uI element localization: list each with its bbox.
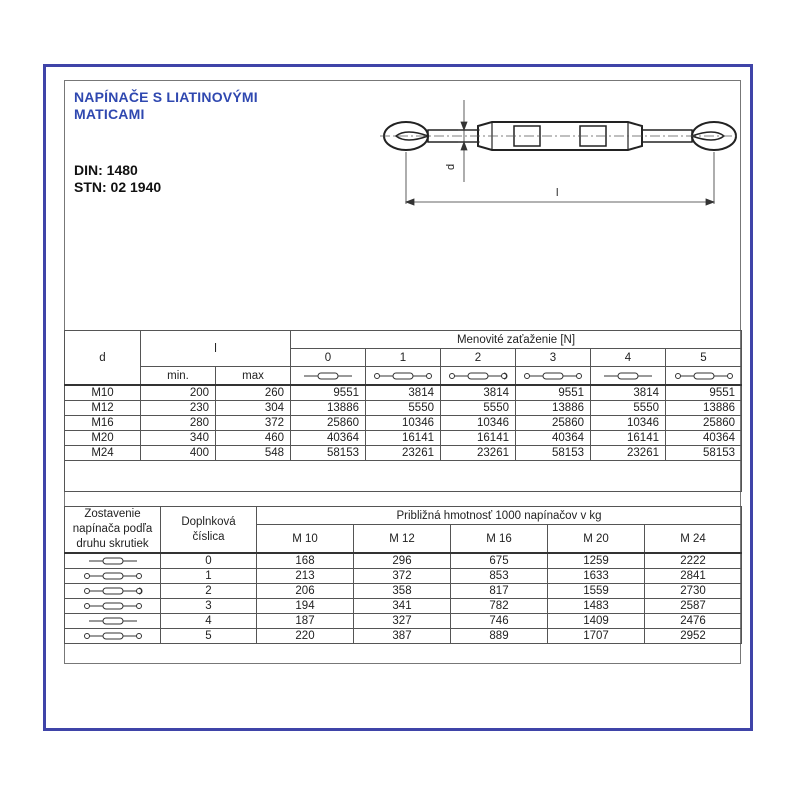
- header-symbol-1: [366, 367, 441, 386]
- cell-mass: 746: [451, 614, 548, 629]
- cell-mass: 187: [257, 614, 354, 629]
- cell-load: 5550: [441, 401, 516, 416]
- cell-min: 340: [141, 431, 216, 446]
- turnbuckle-type-icon: [83, 631, 143, 641]
- header-d: d: [65, 331, 141, 386]
- cell-load: 23261: [441, 446, 516, 461]
- cell-max: 548: [216, 446, 291, 461]
- cell-mass: 206: [257, 584, 354, 599]
- document-title: [74, 89, 258, 123]
- cell-load: 13886: [516, 401, 591, 416]
- cell-load: 9551: [291, 385, 366, 401]
- cell-max: 460: [216, 431, 291, 446]
- nominal-load-table: [64, 330, 742, 492]
- cell-mass: 2222: [645, 553, 742, 569]
- cell-load: 23261: [591, 446, 666, 461]
- cell-suffix: 5: [161, 629, 257, 644]
- cell-mass: 213: [257, 569, 354, 584]
- table-row: [65, 584, 742, 599]
- cell-load: 16141: [366, 431, 441, 446]
- cell-mass: 2841: [645, 569, 742, 584]
- cell-mass: 2476: [645, 614, 742, 629]
- cell-assembly-symbol: [65, 629, 161, 644]
- header-symbol-5: [666, 367, 742, 386]
- table-row: [65, 553, 742, 569]
- turnbuckle-type-icon: [523, 371, 583, 381]
- cell-mass: 889: [451, 629, 548, 644]
- header-suffix: [161, 507, 257, 554]
- cell-mass: 387: [354, 629, 451, 644]
- header-suffix-line: Doplnková: [181, 515, 236, 528]
- header-max: max: [216, 367, 291, 386]
- cell-mass: 372: [354, 569, 451, 584]
- cell-load: 13886: [291, 401, 366, 416]
- cell-load: 13886: [666, 401, 742, 416]
- header-assembly: [65, 507, 161, 554]
- cell-mass: 2587: [645, 599, 742, 614]
- turnbuckle-type-icon: [373, 371, 433, 381]
- cell-load: 58153: [291, 446, 366, 461]
- cell-load: 10346: [591, 416, 666, 431]
- cell-load: 58153: [516, 446, 591, 461]
- header-type-5: 5: [666, 349, 742, 367]
- header-symbol-4: [591, 367, 666, 386]
- cell-load: 25860: [291, 416, 366, 431]
- header-size: M 12: [354, 525, 451, 553]
- header-symbol-2: [441, 367, 516, 386]
- cell-d: M10: [65, 385, 141, 401]
- cell-load: 3814: [441, 385, 516, 401]
- table-row: [65, 614, 742, 629]
- cell-mass: 853: [451, 569, 548, 584]
- table-row: [65, 569, 742, 584]
- header-symbol-3: [516, 367, 591, 386]
- header-assembly-line: napínača podľa: [72, 523, 153, 535]
- table-row: [65, 401, 742, 416]
- dimension-d-label: d: [445, 163, 457, 170]
- cell-mass: 1259: [548, 553, 645, 569]
- turnbuckle-type-icon: [83, 601, 143, 611]
- cell-load: 23261: [366, 446, 441, 461]
- cell-assembly-symbol: [65, 614, 161, 629]
- header-min: min.: [141, 367, 216, 386]
- header-assembly-line: Zostavenie: [84, 508, 141, 520]
- header-assembly-line: druhu skrutiek: [76, 538, 149, 550]
- header-type-3: 3: [516, 349, 591, 367]
- din-standard: DIN: 1480: [74, 162, 138, 178]
- header-mass: Približná hmotnosť 1000 napínačov v kg: [257, 507, 742, 525]
- header-nominal-load: Menovité zaťaženie [N]: [291, 331, 742, 349]
- cell-min: 400: [141, 446, 216, 461]
- turnbuckle-type-icon: [448, 371, 508, 381]
- cell-load: 10346: [441, 416, 516, 431]
- cell-load: 9551: [516, 385, 591, 401]
- cell-mass: 341: [354, 599, 451, 614]
- cell-d: M24: [65, 446, 141, 461]
- table-row: [65, 446, 742, 461]
- cell-assembly-symbol: [65, 569, 161, 584]
- cell-max: 260: [216, 385, 291, 401]
- cell-load: 5550: [591, 401, 666, 416]
- cell-mass: 194: [257, 599, 354, 614]
- header-size: M 10: [257, 525, 354, 553]
- header-size: M 20: [548, 525, 645, 553]
- cell-load: 40364: [666, 431, 742, 446]
- cell-assembly-symbol: [65, 599, 161, 614]
- cell-min: 230: [141, 401, 216, 416]
- cell-min: 200: [141, 385, 216, 401]
- cell-mass: 1633: [548, 569, 645, 584]
- turnbuckle-type-icon: [674, 371, 734, 381]
- cell-mass: 2730: [645, 584, 742, 599]
- cell-d: M12: [65, 401, 141, 416]
- cell-suffix: 3: [161, 599, 257, 614]
- cell-assembly-symbol: [65, 553, 161, 569]
- cell-mass: 1559: [548, 584, 645, 599]
- cell-load: 3814: [366, 385, 441, 401]
- cell-load: 40364: [291, 431, 366, 446]
- cell-mass: 168: [257, 553, 354, 569]
- cell-mass: 817: [451, 584, 548, 599]
- stn-standard: STN: 02 1940: [74, 179, 162, 195]
- cell-max: 304: [216, 401, 291, 416]
- cell-mass: 220: [257, 629, 354, 644]
- turnbuckle-type-icon: [598, 371, 658, 381]
- cell-load: 16141: [591, 431, 666, 446]
- dimension-l-label: l: [556, 187, 559, 199]
- mass-table: [64, 506, 742, 644]
- title-line-2: MATICAMI: [74, 106, 145, 122]
- cell-mass: 1707: [548, 629, 645, 644]
- cell-mass: 1483: [548, 599, 645, 614]
- cell-d: M16: [65, 416, 141, 431]
- cell-max: 372: [216, 416, 291, 431]
- cell-load: 5550: [366, 401, 441, 416]
- turnbuckle-drawing-icon: [380, 92, 740, 212]
- cell-d: M20: [65, 431, 141, 446]
- turnbuckle-type-icon: [83, 556, 143, 566]
- turnbuckle-type-icon: [83, 571, 143, 581]
- cell-suffix: 2: [161, 584, 257, 599]
- cell-mass: 2952: [645, 629, 742, 644]
- cell-load: 16141: [441, 431, 516, 446]
- title-line-1: NAPÍNAČE S LIATINOVÝMI: [74, 89, 258, 105]
- cell-load: 9551: [666, 385, 742, 401]
- turnbuckle-type-icon: [83, 586, 143, 596]
- header-type-0: 0: [291, 349, 366, 367]
- table-row: [65, 385, 742, 401]
- cell-mass: 327: [354, 614, 451, 629]
- cell-load: 3814: [591, 385, 666, 401]
- cell-suffix: 4: [161, 614, 257, 629]
- table-row: [65, 431, 742, 446]
- table-row: [65, 629, 742, 644]
- turnbuckle-type-icon: [298, 371, 358, 381]
- header-type-4: 4: [591, 349, 666, 367]
- table-row: [65, 599, 742, 614]
- cell-load: 58153: [666, 446, 742, 461]
- cell-suffix: 0: [161, 553, 257, 569]
- cell-suffix: 1: [161, 569, 257, 584]
- cell-load: 40364: [516, 431, 591, 446]
- cell-mass: 675: [451, 553, 548, 569]
- cell-load: 10346: [366, 416, 441, 431]
- cell-load: 25860: [516, 416, 591, 431]
- table-spacer: [65, 461, 742, 492]
- cell-mass: 1409: [548, 614, 645, 629]
- header-size: M 24: [645, 525, 742, 553]
- cell-mass: 296: [354, 553, 451, 569]
- cell-mass: 358: [354, 584, 451, 599]
- header-type-2: 2: [441, 349, 516, 367]
- header-suffix-line: číslica: [192, 530, 225, 543]
- header-l: l: [141, 331, 291, 367]
- header-symbol-0: [291, 367, 366, 386]
- cell-assembly-symbol: [65, 584, 161, 599]
- header-size: M 16: [451, 525, 548, 553]
- cell-mass: 782: [451, 599, 548, 614]
- cell-load: 25860: [666, 416, 742, 431]
- header-type-1: 1: [366, 349, 441, 367]
- turnbuckle-type-icon: [83, 616, 143, 626]
- cell-min: 280: [141, 416, 216, 431]
- table-row: [65, 416, 742, 431]
